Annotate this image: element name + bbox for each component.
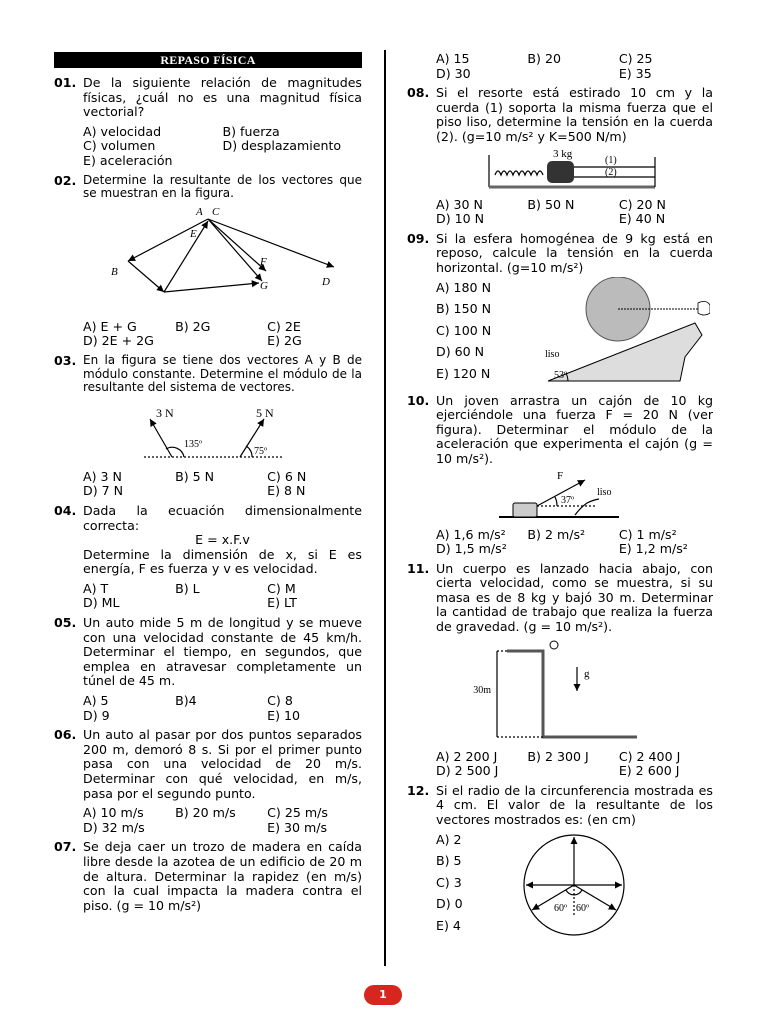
option-a: A) 180 N xyxy=(436,279,491,295)
question-01 xyxy=(54,76,362,169)
column-divider xyxy=(384,50,386,966)
building-fall-figure xyxy=(407,637,687,745)
page-number-badge: 1 xyxy=(364,985,402,1005)
question-text: Si el resorte está estirado 10 cm y la cuerda (1) soporta la misma fuerza que el piso liso, determine la tensión en la cuerda (2). (g=10 m/s² y K=500 N/m) xyxy=(436,85,713,144)
option-a: A) T xyxy=(83,580,109,596)
option-b: B) fuerza xyxy=(222,123,280,139)
option-d: D) 10 N xyxy=(436,211,485,227)
option-a: A) 5 xyxy=(83,693,109,709)
question-number: 06. xyxy=(54,727,77,743)
label-c: C xyxy=(212,205,220,218)
angle-label: 53º xyxy=(554,369,568,381)
question-07 xyxy=(54,840,362,913)
label-g: G xyxy=(260,279,268,292)
surface-label: liso xyxy=(597,486,612,498)
question-11 xyxy=(407,562,713,779)
question-text-2: Determine la dimensión de x, si E es energía, F es fuerza y v es velocidad. xyxy=(83,546,362,577)
options xyxy=(83,806,362,835)
option-c: C) volumen xyxy=(83,138,156,154)
option-e: E) 1,2 m/s² xyxy=(618,541,688,557)
question-number: 09. xyxy=(407,230,430,246)
question-number: 02. xyxy=(54,172,77,188)
circle-vectors-figure xyxy=(514,833,634,937)
option-a: A) 10 m/s xyxy=(83,805,144,821)
label-b: B xyxy=(111,265,118,278)
option-a: A) 30 N xyxy=(436,196,483,212)
option-d: D) 60 N xyxy=(436,344,485,360)
option-d: D) 9 xyxy=(83,707,110,723)
option-b: B) 20 xyxy=(527,51,561,66)
falling-body xyxy=(550,641,558,649)
question-05 xyxy=(54,616,362,723)
block xyxy=(547,161,574,183)
option-c: C) 1 m/s² xyxy=(618,526,677,542)
question-number: 01. xyxy=(54,75,77,90)
options xyxy=(83,470,362,499)
page-title: REPASO FÍSICA xyxy=(54,52,362,68)
spring-block-figure xyxy=(407,147,687,193)
question-text: En la figura se tiene dos vectores A y B de módulo constante. Determine el módulo de la resultante del sistema de vectores. xyxy=(83,352,362,395)
option-blank xyxy=(527,212,618,227)
angle-1-label: 135º xyxy=(184,438,203,450)
option-c: C) M xyxy=(267,580,296,596)
option-a: A) velocidad xyxy=(83,123,162,139)
q09-body xyxy=(436,281,713,389)
question-text: De la siguiente relación de magnitudes físicas, ¿cuál no es una magnitud física vectorial? xyxy=(83,75,362,120)
option-e: E) LT xyxy=(267,595,297,611)
option-c: C) 25 xyxy=(618,51,653,66)
option-e: E) 40 N xyxy=(618,211,666,227)
option-a: A) 2 200 J xyxy=(436,748,498,764)
option-d: D) ML xyxy=(83,595,120,611)
option-b: B) 5 N xyxy=(175,468,215,484)
option-e: E) 4 xyxy=(436,918,461,933)
options xyxy=(83,694,362,723)
option-a: A) 3 N xyxy=(83,468,122,484)
option-a: A) 1,6 m/s² xyxy=(436,526,506,542)
rope-1-label: (1) xyxy=(605,154,617,166)
option-c: C) 25 m/s xyxy=(267,805,328,821)
option-b: B) L xyxy=(175,580,200,596)
question-06 xyxy=(54,728,362,835)
option-blank xyxy=(527,542,618,557)
option-blank xyxy=(175,821,267,836)
question-10 xyxy=(407,394,713,557)
options xyxy=(436,528,713,557)
question-number: 07. xyxy=(54,839,77,855)
option-c: C) 2E xyxy=(267,318,301,334)
label-f: F xyxy=(260,255,267,268)
angle-2-label: 60º xyxy=(576,902,590,914)
option-blank xyxy=(527,67,618,82)
options xyxy=(83,320,362,349)
option-e: E) 2G xyxy=(267,333,302,349)
angle-label: 37º xyxy=(561,494,575,506)
option-e: E) 2 600 J xyxy=(618,763,680,779)
option-a: A) 15 xyxy=(436,51,470,66)
option-e: E) 35 xyxy=(618,65,652,81)
force-label: F xyxy=(557,469,564,482)
question-number: 12. xyxy=(407,782,430,798)
option-b: B)4 xyxy=(175,693,197,709)
height-label: 30m xyxy=(473,684,491,696)
option-d: D) 0 xyxy=(436,896,463,912)
option-c: C) 20 N xyxy=(618,196,666,212)
sphere-incline-figure xyxy=(490,277,710,387)
option-b: B) 150 N xyxy=(436,301,492,317)
option-b: B) 20 m/s xyxy=(175,805,236,821)
question-03 xyxy=(54,354,362,499)
option-blank xyxy=(175,596,267,611)
angle-2-label: 75º xyxy=(254,445,268,457)
question-04 xyxy=(54,504,362,611)
option-d: D) 1,5 m/s² xyxy=(436,541,507,557)
question-text: Determine la resultante de los vectores que se muestran en la figura. xyxy=(83,172,362,201)
question-number: 08. xyxy=(407,85,430,101)
right-column xyxy=(407,48,713,946)
option-c: C) 100 N xyxy=(436,322,492,338)
question-08 xyxy=(407,86,713,227)
option-d: D) 30 xyxy=(436,65,471,81)
question-09 xyxy=(407,232,713,389)
option-blank xyxy=(175,484,267,499)
equation: E = x.F.v xyxy=(195,532,250,548)
label-e: E xyxy=(190,227,197,240)
option-c: C) 3 xyxy=(436,874,462,890)
question-02 xyxy=(54,174,362,349)
box-force-figure xyxy=(407,469,687,523)
mass-label: 3 kg xyxy=(553,147,573,160)
option-a: A) 2 xyxy=(436,831,462,847)
force-angle-figure xyxy=(54,397,334,465)
option-e: E) 10 xyxy=(267,707,301,723)
gravity-label: g xyxy=(584,667,590,680)
question-text: Un auto al pasar por dos puntos separados 200 m, demoró 8 s. Si por el primer punto pasa con una velocidad de 20 m/s. Determinar con qué velocidad, en m/s, pasa por el segundo punto. xyxy=(83,727,362,801)
question-number: 10. xyxy=(407,392,430,408)
vector-figure xyxy=(54,203,334,315)
question-12 xyxy=(407,784,713,941)
label-d: D xyxy=(322,275,330,288)
option-d: D) 2 500 J xyxy=(436,763,499,779)
option-blank xyxy=(175,334,267,349)
options xyxy=(83,125,362,169)
option-c: C) 8 xyxy=(267,693,293,709)
option-d: D) 2E + 2G xyxy=(83,333,154,349)
option-d: D) 32 m/s xyxy=(83,819,145,835)
question-text: Un joven arrastra un cajón de 10 kg ejerciéndole una fuerza F = 20 N (ver figura). Determinar el módulo de la aceleración que experimenta el cajón (g = 10 m/s²). xyxy=(436,392,713,466)
question-number: 05. xyxy=(54,615,77,631)
crate xyxy=(513,503,537,517)
option-blank xyxy=(175,709,267,724)
question-text: Si el radio de la circunferencia mostrada es 4 cm. El valor de la resultante de los vectores mostrados es: (en cm) xyxy=(436,782,713,828)
option-d: D) desplazamiento xyxy=(222,138,342,154)
question-number: 11. xyxy=(407,560,430,576)
question-number: 03. xyxy=(54,352,77,368)
option-c: C) 6 N xyxy=(267,468,307,484)
surface-label: liso xyxy=(545,348,560,360)
options xyxy=(436,750,713,779)
rope-2-label: (2) xyxy=(605,166,617,178)
option-b: B) 5 xyxy=(436,853,462,869)
option-blank xyxy=(527,764,618,779)
option-e: E) aceleración xyxy=(83,152,173,168)
option-e: E) 30 m/s xyxy=(267,819,328,835)
options xyxy=(436,198,713,227)
option-d: D) 7 N xyxy=(83,483,124,499)
option-b: B) 2G xyxy=(175,318,211,334)
option-a: A) E + G xyxy=(83,318,137,334)
force-2-label: 5 N xyxy=(256,405,274,420)
force-1-label: 3 N xyxy=(156,405,174,420)
question-text: Dada la ecuación dimensionalmente correcta: xyxy=(83,502,362,533)
question-text: Si la esfera homogénea de 9 kg está en reposo, calcule la tensión en la cuerda horizontal. (g=10 m/s²) xyxy=(436,230,713,275)
q07-options xyxy=(407,52,713,81)
question-text: Un cuerpo es lanzado hacia abajo, con cierta velocidad, como se muestra, si su masa es de 8 kg y bajó 30 m. Determinar la cantidad de trabajo que realiza la fuerza de gravedad. (g = 10 m/s²). xyxy=(436,560,713,635)
angle-1-label: 60º xyxy=(554,902,568,914)
option-b: B) 2 m/s² xyxy=(527,526,586,542)
question-text: Un auto mide 5 m de longitud y se mueve con una velocidad constante de 45 km/h. Determinar el tiempo, en segundos, que emplea en atravesar completamente un túnel de 45 m. xyxy=(83,615,362,689)
option-e: E) 120 N xyxy=(436,365,491,381)
question-text: Se deja caer un trozo de madera en caída libre desde la azotea de un edificio de 20 m de altura. Determinar la rapidez (en m/s) con la cual impacta la madera contra el piso. (g = 10 m/s²) xyxy=(83,839,362,913)
option-e: E) 8 N xyxy=(267,483,306,499)
option-c: C) 2 400 J xyxy=(618,748,681,764)
q12-body xyxy=(436,833,713,941)
label-a: A xyxy=(196,205,203,218)
option-b: B) 2 300 J xyxy=(527,748,589,764)
option-b: B) 50 N xyxy=(527,196,575,212)
question-number: 04. xyxy=(54,502,77,518)
left-column xyxy=(54,48,362,918)
options xyxy=(83,582,362,611)
